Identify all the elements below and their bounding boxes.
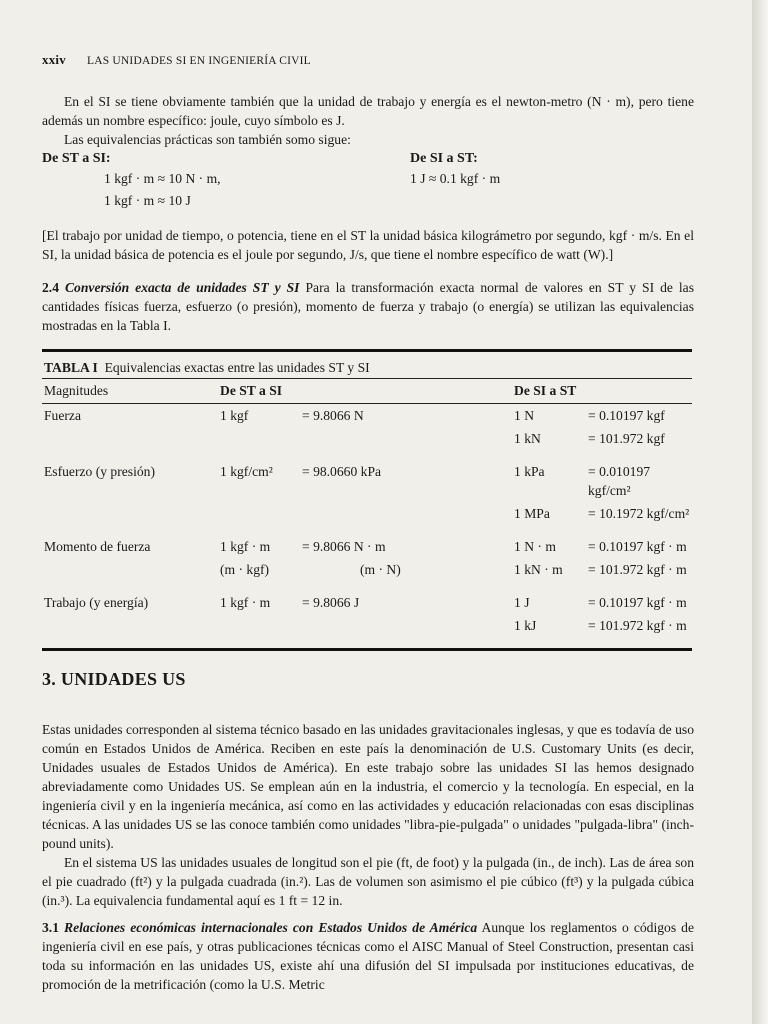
cell-empty	[218, 614, 300, 637]
st-to-si-column	[42, 149, 410, 212]
running-head	[42, 52, 694, 68]
cell-magnitude	[42, 427, 218, 450]
cell-magnitude	[42, 558, 218, 581]
cell-empty	[218, 502, 300, 525]
table-row	[42, 535, 692, 558]
cell-st-value-alt: (m · N)	[360, 562, 401, 577]
cell-empty	[300, 502, 512, 525]
header-st-si: De ST a SI	[218, 379, 512, 404]
cell-si-unit: 1 N	[514, 408, 535, 423]
table-caption: Equivalencias exactas entre las unidades ST y SI	[104, 360, 370, 375]
cell-magnitude: Esfuerzo (y presión)	[44, 464, 155, 479]
section-3-1-number: 3.1	[42, 920, 59, 935]
table-row	[42, 460, 692, 502]
cell-si-unit: 1 kN	[514, 431, 541, 446]
cell-st-unit: 1 kgf/cm²	[220, 464, 273, 479]
cell-si-unit: 1 kN · m	[514, 562, 563, 577]
running-head-title: LAS UNIDADES SI EN INGENIERÍA CIVIL	[87, 55, 311, 67]
cell-si-unit: 1 N · m	[514, 539, 556, 554]
section-2-4-title: Conversión exacta de unidades ST y SI	[64, 280, 300, 295]
equivalence-table	[42, 349, 692, 651]
section-2-4-number: 2.4	[42, 280, 59, 295]
cell-st-unit: 1 kgf	[220, 408, 249, 423]
cell-magnitude	[42, 502, 218, 525]
cell-empty	[300, 614, 512, 637]
practical-equivalences	[42, 149, 694, 212]
page-content	[42, 52, 694, 994]
page-number: xxiv	[42, 52, 66, 67]
table-row	[42, 502, 692, 525]
intro-paragraph-1: En el SI se tiene obviamente también que la unidad de trabajo y energía es el newton-metro (N · m), pero tiene además un nombre específico: joule, cuyo símbolo es J.	[42, 94, 694, 128]
header-magnitudes: Magnitudes	[42, 379, 218, 404]
cell-st-unit: 1 kgf · m	[220, 595, 271, 610]
cell-si-unit: 1 MPa	[514, 506, 550, 521]
section-3-paragraph-2: En el sistema US las unidades usuales de longitud son el pie (ft, de foot) y la pulgada (in., de inch). Las de área son el pie cuadrado (ft²) y la pulgada cuadrada (in.²). Las de volumen son asimismo el pie cúbico (ft³) y la pulgada cúbica (in.³). La equivalencia fundamental aquí es 1 ft = 12 in.	[42, 855, 694, 908]
st-to-si-eq-2: 1 kgf · m ≈ 10 J	[104, 193, 191, 208]
cell-si-value: = 10.1972 kgf/cm²	[588, 506, 690, 521]
cell-si-unit: 1 kPa	[514, 464, 545, 479]
cell-si-unit: 1 J	[514, 595, 530, 610]
cell-st-unit: 1 kgf · m	[220, 539, 271, 554]
table-end-rule	[42, 637, 692, 650]
table-row	[42, 591, 692, 614]
cell-empty	[300, 427, 512, 450]
cell-si-value: = 0.10197 kgf	[588, 408, 665, 423]
intro-paragraph-2: Las equivalencias prácticas son también somo sigue:	[64, 132, 351, 147]
cell-magnitude	[42, 614, 218, 637]
power-note: [El trabajo por unidad de tiempo, o potencia, tiene en el ST la unidad básica kilográmetro por segundo, kgf · m/s. En el SI, la unidad básica de potencia es el joule por segundo, J/s, que tiene el nombre específico de watt (W).]	[42, 228, 694, 262]
table-label: TABLA I	[44, 360, 98, 375]
table-row	[42, 614, 692, 637]
cell-si-value: = 0.010197 kgf/cm²	[588, 464, 651, 498]
table-header-row	[42, 379, 692, 404]
cell-st-value: = 9.8066 J	[302, 595, 360, 610]
cell-si-value: = 101.972 kgf	[588, 431, 665, 446]
si-to-st-heading: De SI a ST:	[410, 151, 478, 166]
cell-si-value: = 101.972 kgf · m	[588, 562, 687, 577]
cell-si-value: = 0.10197 kgf · m	[588, 595, 687, 610]
section-3-1-paragraph	[42, 918, 694, 994]
cell-st-value: = 9.8066 N · m	[302, 539, 386, 554]
table-row	[42, 427, 692, 450]
cell-magnitude: Fuerza	[44, 408, 81, 423]
cell-st-value: = 98.0660 kPa	[302, 464, 382, 479]
section-3-1-text: Aunque los reglamentos o códigos de ingeniería civil en ese país, y otras publicaciones técnicas como el AISC Manual of Steel Construction, presentan casi toda su información en las unidades US, existe ahí una difusión del SI impulsada por instituciones educativas, de promoción de la metrificación (como la U.S. Metric	[42, 920, 694, 992]
page-edge-shadow	[752, 0, 768, 1024]
si-to-st-column	[410, 149, 694, 212]
cell-st-value: = 9.8066 N	[302, 408, 364, 423]
cell-si-value: = 101.972 kgf · m	[588, 618, 687, 633]
table-row	[42, 404, 692, 428]
header-si-st: De SI a ST	[512, 379, 692, 404]
st-to-si-eq-1: 1 kgf · m ≈ 10 N · m,	[104, 171, 221, 186]
table-row	[42, 558, 692, 581]
cell-si-unit: 1 kJ	[514, 618, 537, 633]
section-3-heading: 3. UNIDADES US	[42, 669, 186, 689]
st-to-si-heading: De ST a SI:	[42, 151, 111, 166]
cell-st-unit-alt: (m · kgf)	[220, 562, 270, 577]
si-to-st-eq-1: 1 J ≈ 0.1 kgf · m	[410, 171, 501, 186]
section-3-1-title: Relaciones económicas internacionales con Estados Unidos de América	[64, 920, 478, 935]
section-3-paragraph-1: Estas unidades corresponden al sistema técnico basado en las unidades gravitacionales inglesas, y que es todavía de uso común en Estados Unidos de América. Reciben en este país la denominación de U.S. Customary Units (es decir, Unidades usuales de Estados Unidos de América). En este trabajo sobre las unidades SI las hemos designado abreviadamente como Unidades US. Se emplean aún en la industria, el comercio y la tecnología. En especial, en la ingeniería civil y en la ingeniería mecánica, así como en las actividades y educación relacionadas con esas disciplinas técnicas. A las unidades US se las conoce también como unidades "libra-pie-pulgada" o unidades "pulgada-libra" (inch-pound units).	[42, 722, 694, 851]
cell-magnitude: Trabajo (y energía)	[44, 595, 149, 610]
cell-empty	[218, 427, 300, 450]
cell-magnitude: Momento de fuerza	[44, 539, 151, 554]
table-caption-row	[42, 351, 692, 379]
cell-si-value: = 0.10197 kgf · m	[588, 539, 687, 554]
section-2-4-paragraph	[42, 278, 694, 335]
section-2-4-text: Para la transformación exacta normal de valores en ST y SI de las cantidades físicas fuerza, esfuerzo (o presión), momento de fuerza y trabajo (o energía) se utilizan las equivalencias mostradas en la Tabla I.	[42, 280, 694, 333]
